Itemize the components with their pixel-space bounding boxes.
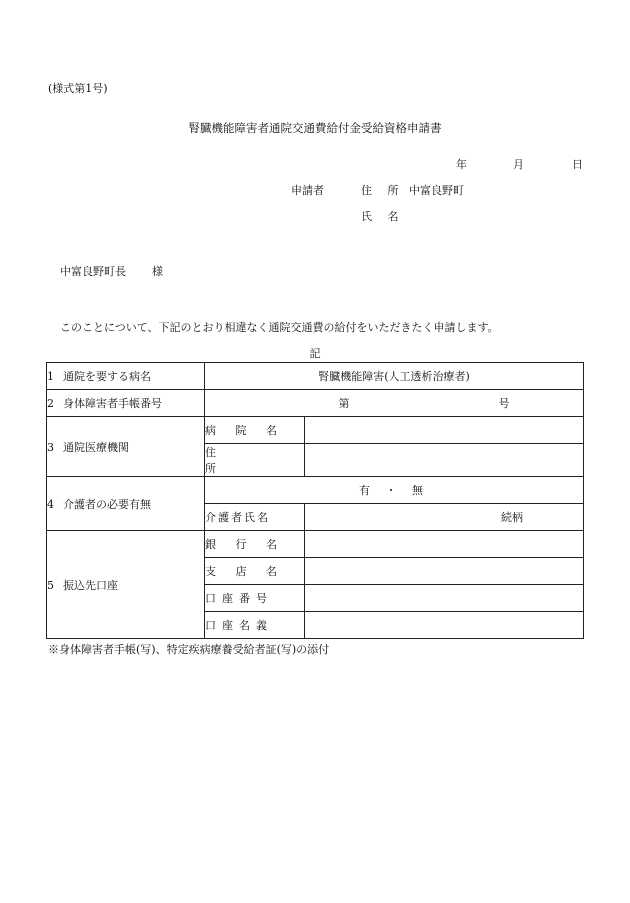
hospital-address-field[interactable]: [305, 444, 584, 477]
bank-name-field[interactable]: [305, 531, 584, 558]
caregiver-relation-label: 続柄: [501, 511, 523, 524]
row-label-text: 振込先口座: [63, 578, 118, 592]
row-number: 3: [47, 440, 54, 454]
attachment-footnote: ※身体障害者手帳(写)、特定疾病療養受給者証(写)の添付: [48, 643, 330, 656]
table-row-caregiver-need: [47, 477, 584, 504]
branch-name-label: 支 店 名: [205, 558, 305, 585]
row-number: 5: [47, 578, 54, 592]
hospital-name-label: 病 院 名: [205, 417, 305, 444]
table-row-disease: [47, 363, 584, 390]
row-label-text: 身体障害者手帳番号: [63, 397, 162, 410]
table-row-hospital-name: [47, 417, 584, 444]
hospital-name-field[interactable]: [305, 417, 584, 444]
request-statement: このことについて、下記のとおり相違なく通院交通費の給付をいただきたく申請します。: [60, 321, 499, 334]
row-label-text: 通院を要する病名: [63, 370, 151, 383]
row-label: [47, 363, 205, 390]
disease-name-field[interactable]: [205, 363, 584, 390]
caregiver-need-choice[interactable]: [205, 477, 584, 504]
document-title: 腎臓機能障害者通院交通費給付金受給資格申請書: [188, 121, 442, 135]
handbook-dai: 第: [338, 397, 350, 410]
account-number-label: 口座番号: [205, 585, 305, 612]
date-day-label: 日: [572, 158, 583, 171]
date-year-label: 年: [456, 158, 467, 171]
application-table: [46, 362, 584, 639]
applicant-address-label: 住 所: [361, 184, 405, 197]
row-label: [47, 390, 205, 417]
row-label-text: 通院医療機関: [63, 440, 129, 454]
disease-name-value: 腎臓機能障害(人工透析治療者): [318, 370, 470, 383]
row-number: 2: [47, 397, 54, 410]
applicant-label: 申請者: [291, 184, 324, 197]
table-row-bank-name: [47, 531, 584, 558]
branch-name-field[interactable]: [305, 558, 584, 585]
row-label: [47, 417, 205, 477]
caregiver-need-options: 有 ・ 無: [359, 484, 429, 497]
row-label-text: 介護者の必要有無: [63, 497, 151, 511]
row-number: 1: [47, 370, 54, 383]
account-holder-label: 口座名義: [205, 612, 305, 639]
row-number: 4: [47, 497, 54, 511]
handbook-go: 号: [498, 397, 510, 410]
bank-name-label: 銀 行 名: [205, 531, 305, 558]
recipient-name: 中富良野町長: [60, 265, 126, 278]
account-holder-field[interactable]: [305, 612, 584, 639]
row-label: [47, 477, 205, 531]
caregiver-name-label: 介護者氏名: [205, 504, 305, 531]
handbook-number-field[interactable]: [205, 390, 584, 417]
applicant-name-label: 氏 名: [361, 210, 405, 223]
ki-marker: 記: [309, 347, 321, 360]
account-number-field[interactable]: [305, 585, 584, 612]
applicant-address-value: 中富良野町: [409, 184, 464, 197]
recipient-honorific: 様: [152, 265, 163, 278]
caregiver-name-field[interactable]: [305, 504, 584, 531]
hospital-address-label: 住 所: [205, 444, 305, 477]
date-month-label: 月: [513, 158, 524, 171]
table-row-handbook: [47, 390, 584, 417]
form-number: (様式第1号): [48, 82, 108, 95]
row-label: [47, 531, 205, 639]
